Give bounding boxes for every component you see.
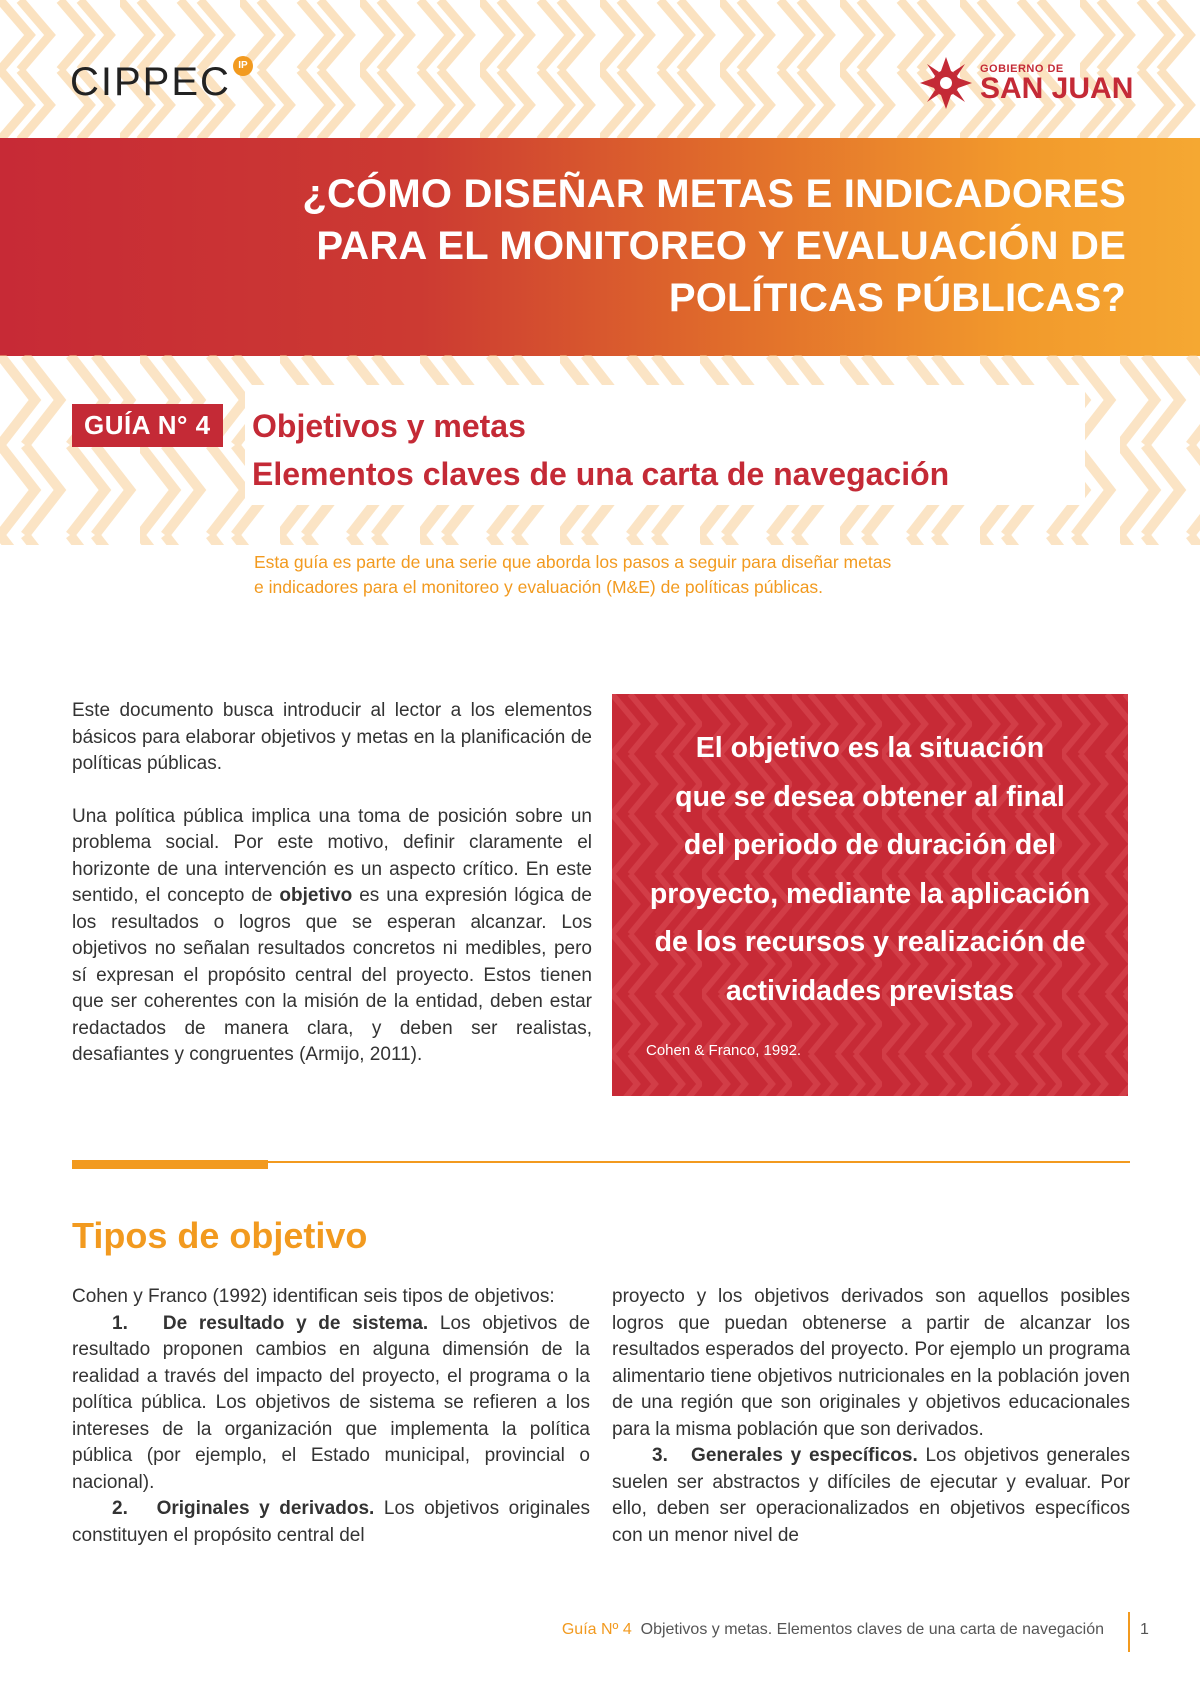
footer-guide: Guía Nº 4	[561, 1621, 632, 1638]
cippec-logo: CIPPEC IP	[70, 60, 231, 105]
quote-text: El objetivo es la situación que se desea obtener al final del periodo de duración del proyecto, mediante la aplicación de los recursos y realización de actividades previstas	[649, 732, 1091, 1007]
san-juan-logo	[918, 55, 1133, 111]
type-item-2: 2. Originales y derivados. Los objetivos originales constituyen el propósito central del	[72, 1498, 590, 1546]
guide-titles	[252, 402, 949, 498]
section-title: Tipos de objetivo	[72, 1215, 368, 1256]
footer-divider	[1128, 1612, 1130, 1652]
types-intro: Cohen y Franco (1992) identifican seis tipos de objetivos:	[72, 1286, 555, 1307]
footer-title: Objetivos y metas. Elementos claves de una carta de navegación	[640, 1621, 1104, 1638]
type-item-3: 3. Generales y específicos. Los objetivos generales suelen ser abstractos y difíciles de ejecutar y evaluar. Por ello, deben ser operacionalizados en objetivos específicos con un menor nivel de	[612, 1445, 1131, 1546]
intro-text	[72, 698, 592, 1095]
cippec-badge: IP	[233, 56, 253, 76]
guide-subtitle: Elementos claves de una carta de navegación	[252, 456, 950, 492]
page-number: 1	[1140, 1621, 1149, 1638]
sun-icon	[918, 55, 974, 111]
series-note: Esta guía es parte de una serie que aborda los pasos a seguir para diseñar metas e indicadores para el monitoreo y evaluación (M&E) de políticas públicas.	[254, 552, 892, 597]
type-item-1: 1. De resultado y de sistema. Los objetivos de resultado proponen cambios en alguna dimensión de la realidad a través del impacto del proyecto, el programa o la política pública. Los objetivos de sistema se refieren a los intereses de la organización que implementa la política pública (por ejemplo, el Estado municipal, provincial o nacional).	[72, 1312, 591, 1493]
guide-title: Objetivos y metas	[252, 408, 526, 444]
title-banner	[0, 138, 1200, 356]
san-juan-logo-small: GOBIERNO DE	[980, 63, 1064, 75]
page-title: ¿CÓMO DISEÑAR METAS E INDICADORES PARA EL MONITOREO Y EVALUACIÓN DE POLÍTICAS PÚBLICAS?	[302, 172, 1126, 320]
quote-box	[612, 694, 1128, 1096]
footer-text	[562, 1621, 1104, 1639]
types-column-right	[612, 1284, 1130, 1549]
type-item-2-continued: proyecto y los objetivos derivados son aquellos posibles logros que puedan obtenerse a partir de alcanzar los resultados esperados del proyecto. Por ejemplo un programa alimentario tiene objetivos nutricionales en la población joven de una región que son originales y objetivos educacionales para la misma población que son derivados.	[612, 1286, 1130, 1440]
intro-paragraph-2: Una política pública implica una toma de posición sobre un problema social. Por este motivo, definir claramente el horizonte de una intervención es un aspecto crítico. En este sentido, el concepto de objetivo es una expresión lógica de los resultados o logros que se esperan alcanzar. Los objetivos no señalan resultados concretos ni medibles, pero sí expresan el propósito central del proyecto. Estos tienen que ser coherentes con la misión de la entidad, deben estar redactados de manera clara, y deben ser realistas, desafiantes y congruentes (Armijo, 2011).	[72, 805, 592, 1065]
quote-citation: Cohen & Franco, 1992.	[646, 1042, 802, 1059]
section-divider-accent	[72, 1160, 268, 1169]
types-column-left	[72, 1284, 590, 1549]
san-juan-logo-big: SAN JUAN	[980, 72, 1134, 105]
intro-paragraph-1: Este documento busca introducir al lector a los elementos básicos para elaborar objetivos y metas en la planificación de políticas públicas.	[72, 700, 592, 774]
guide-number-badge: GUÍA N° 4	[72, 404, 223, 447]
